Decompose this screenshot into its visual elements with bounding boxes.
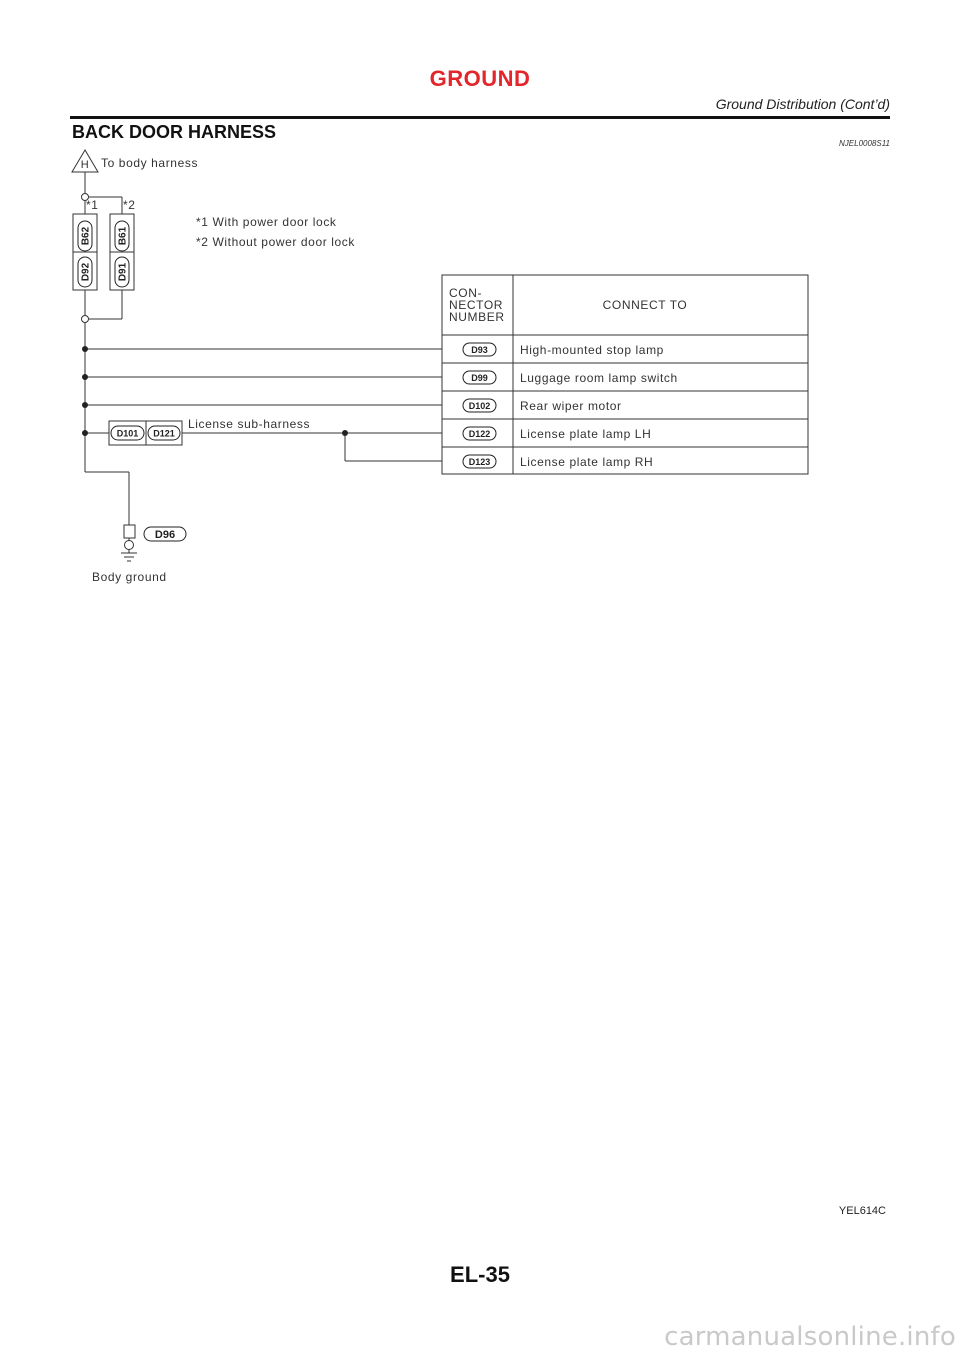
option1-note: *1 With power door lock — [196, 215, 337, 229]
figure-code: YEL614C — [838, 1205, 886, 1217]
splice-bottom — [82, 316, 89, 323]
option2-note: *2 Without power door lock — [196, 235, 356, 249]
harness-label: To body harness — [101, 156, 199, 170]
table-header-col2: CONNECT TO — [602, 298, 688, 312]
option1-mark: *1 — [86, 198, 99, 212]
harness-letter: H — [80, 159, 90, 171]
ground-terminal — [124, 525, 135, 538]
connector-d91: D91 — [117, 262, 129, 282]
watermark: carmanualsonline.info — [664, 1322, 956, 1352]
table-connector-d123: D123 — [468, 457, 491, 467]
junction-dot — [82, 402, 88, 408]
table-connector-d122: D122 — [468, 429, 491, 439]
table-header-col1-line3: NUMBER — [449, 310, 505, 324]
table-row-connect-to: High-mounted stop lamp — [520, 343, 664, 357]
connector-d92: D92 — [80, 262, 92, 282]
junction-dot — [82, 430, 88, 436]
connector-b61: B61 — [117, 226, 129, 246]
table-row-connect-to: License plate lamp LH — [520, 427, 652, 441]
table-header-col1-line2: NECTOR — [449, 298, 504, 312]
junction-dot — [342, 430, 348, 436]
section-code: NJEL0008S11 — [839, 139, 890, 148]
section-title: BACK DOOR HARNESS — [72, 122, 277, 142]
table-connector-d93: D93 — [471, 345, 488, 355]
ground-label: Body ground — [92, 570, 167, 584]
option2-mark: *2 — [123, 198, 136, 212]
table-row-connect-to: Rear wiper motor — [520, 399, 622, 413]
connector-b62: B62 — [80, 226, 92, 246]
connector-d96: D96 — [154, 529, 176, 541]
junction-dot — [82, 374, 88, 380]
table-header-col1-line1: CON- — [449, 286, 483, 300]
table-connector-d102: D102 — [468, 401, 491, 411]
connector-d121: D121 — [153, 428, 175, 439]
sub-harness-label: License sub-harness — [188, 417, 311, 431]
page-subtitle: Ground Distribution (Cont’d) — [715, 96, 890, 112]
page-title: GROUND — [429, 66, 531, 91]
connector-d101: D101 — [116, 428, 139, 439]
table-row-connect-to: License plate lamp RH — [520, 455, 654, 469]
page-number: EL-35 — [450, 1262, 510, 1287]
table-connector-d99: D99 — [471, 373, 488, 383]
table-row-connect-to: Luggage room lamp switch — [520, 371, 678, 385]
junction-dot — [82, 346, 88, 352]
